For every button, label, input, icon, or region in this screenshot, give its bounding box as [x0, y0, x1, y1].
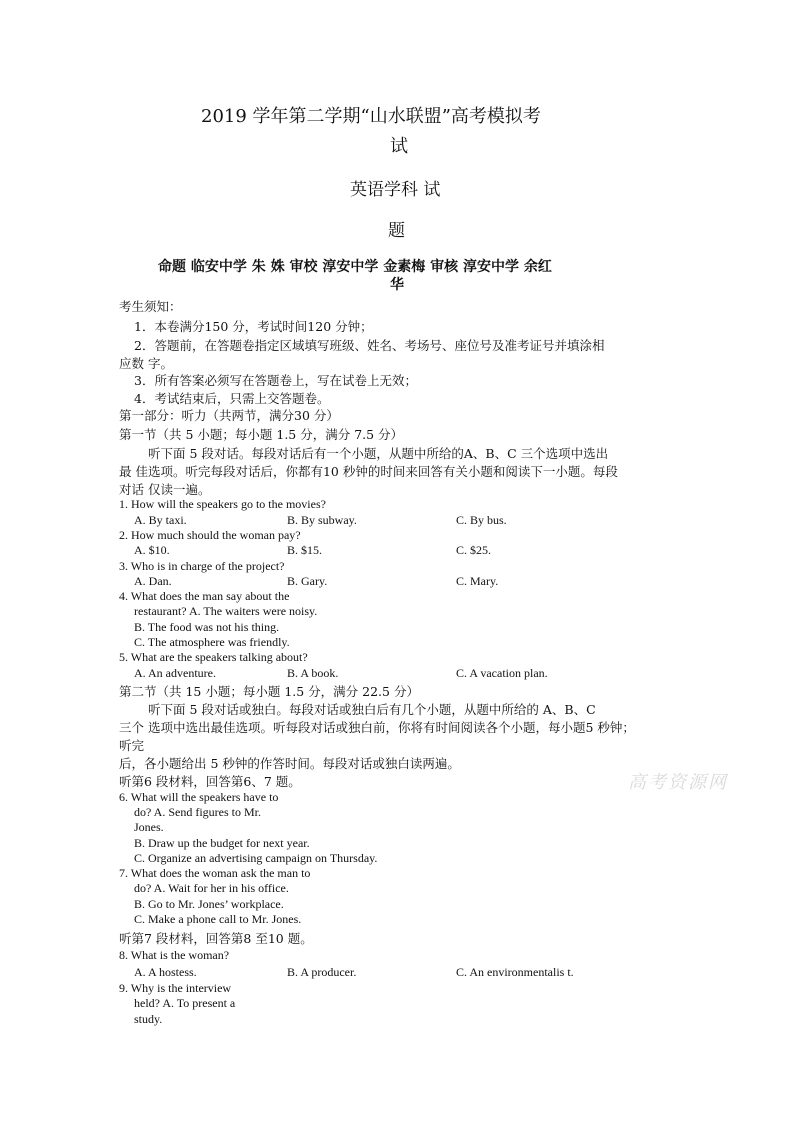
section1-instructions: 听下面 5 段对话。每段对话后有一个小题，从题中所给的A、B、C 三个选项中选出 — [148, 446, 609, 461]
option-a: A. An adventure. — [134, 666, 216, 680]
question-3: 3. Who is in charge of the project? — [119, 559, 285, 573]
exam-title-line2: 试 — [390, 136, 408, 157]
subject-title-line1: 英语学科 试 — [350, 180, 441, 200]
section2-instructions: 后，各小题给出 5 秒钟的作答时间。每段对话或独白读两遍。 — [119, 756, 460, 771]
section2-instructions: 听完 — [119, 738, 145, 753]
option-c: C. An environmentalis t. — [456, 965, 574, 979]
option-c: C. By bus. — [456, 513, 507, 527]
question-5: 5. What are the speakers talking about? — [119, 650, 308, 664]
part1-heading: 第一部分：听力（共两节，满分30 分） — [119, 408, 339, 423]
question-9: 9. Why is the interview — [119, 981, 232, 995]
option-a: A. Dan. — [134, 574, 172, 588]
question-6: 6. What will the speakers have to — [119, 790, 279, 804]
question-7: 7. What does the woman ask the man to — [119, 866, 311, 880]
notice-heading: 考生须知： — [119, 299, 182, 314]
option-b: B. A producer. — [287, 965, 357, 979]
option-b: B. Go to Mr. Jones’ workplace. — [134, 897, 284, 911]
authors-line1: 命题 临安中学 朱 姝 审校 淳安中学 金素梅 审核 淳安中学 余红 — [158, 259, 552, 275]
option-b: B. $15. — [287, 543, 323, 557]
question-7-cont: do? A. Wait for her in his office. — [134, 881, 289, 895]
section1-instructions: 对话 仅读一遍。 — [119, 482, 211, 497]
question-2: 2. How much should the woman pay? — [119, 528, 301, 542]
notice-item: 4．考试结束后，只需上交答题卷。 — [134, 391, 330, 406]
question-8: 8. What is the woman? — [119, 948, 230, 962]
option-b: B. Gary. — [287, 574, 328, 588]
notice-item: 3．所有答案必须写在答题卷上，写在试卷上无效； — [134, 373, 417, 388]
authors-line2: 华 — [390, 277, 404, 293]
question-4-cont: restaurant? A. The waiters were noisy. — [134, 604, 318, 618]
option-b: B. The food was not his thing. — [134, 620, 280, 634]
option-b: B. Draw up the budget for next year. — [134, 836, 310, 850]
option-a: A. $10. — [134, 543, 170, 557]
option-c: C. A vacation plan. — [456, 666, 548, 680]
notice-item: 应数 字。 — [119, 356, 173, 371]
section2-heading: 第二节（共 15 小题；每小题 1.5 分，满分 22.5 分） — [119, 684, 419, 699]
option-c: C. Make a phone call to Mr. Jones. — [134, 912, 302, 926]
question-9-cont: study. — [134, 1012, 163, 1026]
section2-instructions: 三个 选项中选出最佳选项。听每段对话或独白前，你将有时间阅读各个小题，每小题5 秒钟； — [119, 720, 635, 735]
subject-title-line2: 题 — [388, 221, 405, 241]
exam-title-line1: 2019 学年第二学期“山水联盟”高考模拟考 — [201, 106, 541, 127]
section2-instructions: 听下面 5 段对话或独白。每段对话或独白后有几个小题，从题中所给的 A、B、C — [148, 702, 596, 717]
question-9-cont: held? A. To present a — [134, 996, 236, 1010]
option-b: B. A book. — [287, 666, 339, 680]
question-4: 4. What does the man say about the — [119, 589, 290, 603]
material-6-heading: 听第6 段材料，回答第6、7 题。 — [119, 774, 301, 789]
watermark: 高考资源网 — [628, 772, 728, 793]
option-c: C. Organize an advertising campaign on Thursday. — [134, 851, 378, 865]
option-c: C. $25. — [456, 543, 492, 557]
section1-instructions: 最 佳选项。听完每段对话后，你都有10 秒钟的时间来回答有关小题和阅读下一小题。每段 — [119, 464, 618, 479]
section1-heading: 第一节（共 5 小题；每小题 1.5 分，满分 7.5 分） — [119, 427, 404, 442]
option-c: C. The atmosphere was friendly. — [134, 635, 290, 649]
question-6-cont: do? A. Send figures to Mr. — [134, 805, 261, 819]
material-7-heading: 听第7 段材料，回答第8 至10 题。 — [119, 931, 313, 946]
option-b: B. By subway. — [287, 513, 357, 527]
option-a: A. By taxi. — [134, 513, 187, 527]
question-6-cont: Jones. — [134, 820, 164, 834]
notice-item: 2．答题前，在答题卷指定区域填写班级、姓名、考场号、座位号及准考证号并填涂相 — [134, 338, 605, 353]
option-a: A. A hostess. — [134, 965, 197, 979]
notice-item: 1．本卷满分150 分，考试时间120 分钟； — [134, 319, 373, 334]
option-c: C. Mary. — [456, 574, 499, 588]
question-1: 1. How will the speakers go to the movies? — [119, 497, 326, 511]
